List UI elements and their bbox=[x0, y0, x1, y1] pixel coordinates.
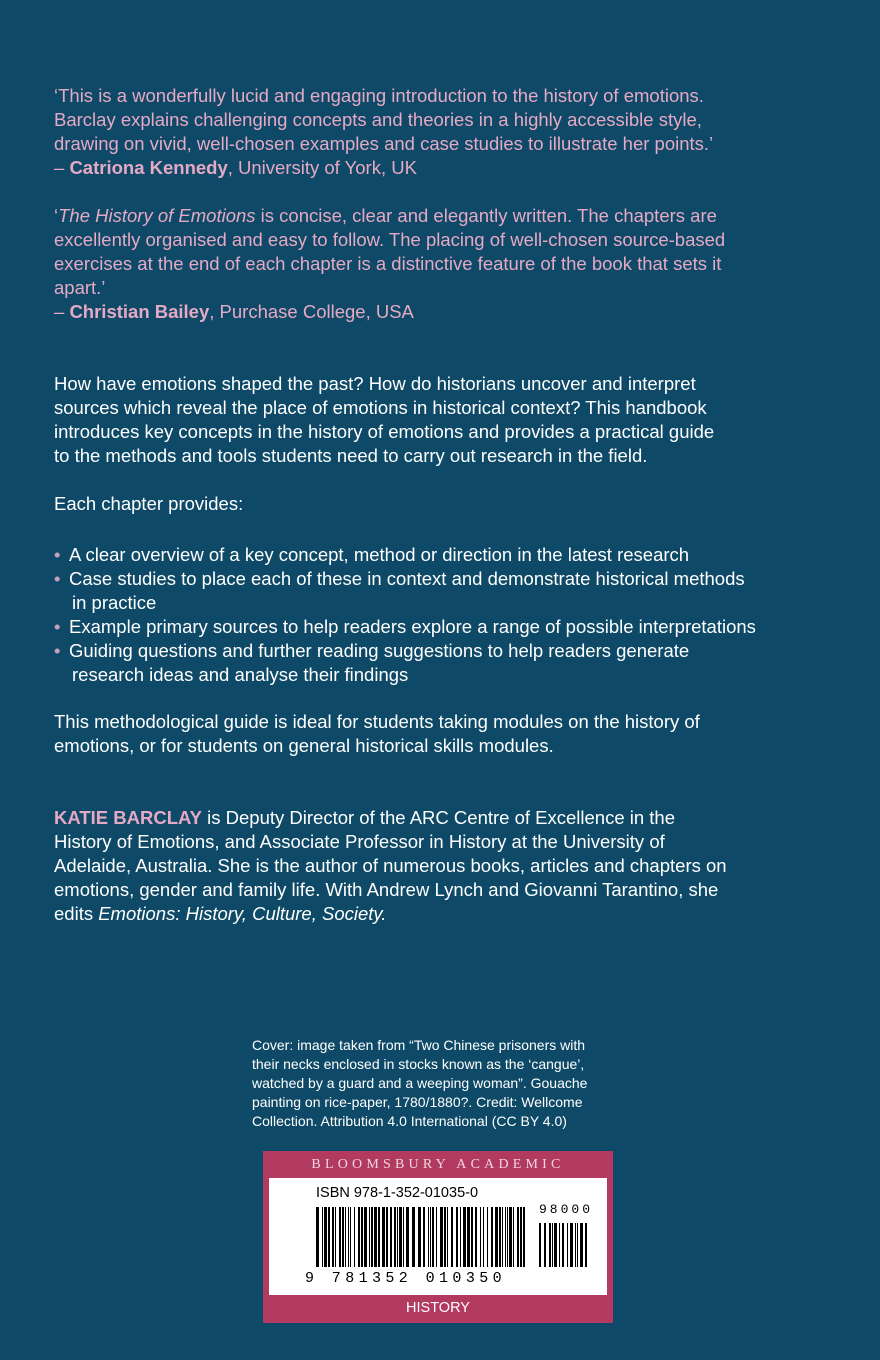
barcode-bar bbox=[423, 1207, 425, 1267]
quote-line: ‘This is a wonderfully lucid and engaging introduction to the history of emotions. bbox=[54, 85, 704, 106]
list-item bbox=[54, 615, 844, 639]
barcode-bar bbox=[345, 1207, 346, 1267]
feature-list bbox=[54, 543, 844, 687]
barcode-bar bbox=[480, 1207, 481, 1267]
publisher-imprint-panel bbox=[263, 1151, 613, 1323]
barcode-bar bbox=[499, 1207, 501, 1267]
bio-line: emotions, gender and family life. With Andrew Lynch and Giovanni Tarantino, she bbox=[54, 879, 719, 900]
quote-line: Barclay explains challenging concepts and theories in a highly accessible style, bbox=[54, 109, 702, 130]
bullet-text: Example primary sources to help readers explore a range of possible interpretations bbox=[69, 616, 756, 637]
bio-line: History of Emotions, and Associate Professor in History at the University of bbox=[54, 831, 665, 852]
barcode-bar bbox=[520, 1207, 522, 1267]
barcode-bar bbox=[354, 1207, 355, 1267]
barcode-bar bbox=[444, 1207, 446, 1267]
endorser-name: Christian Bailey bbox=[69, 301, 210, 322]
quote-line: excellently organised and easy to follow. The placing of well-chosen source-based bbox=[54, 229, 726, 250]
barcode-bar bbox=[585, 1223, 587, 1267]
barcode-bar bbox=[567, 1223, 568, 1267]
barcode-bar bbox=[559, 1223, 560, 1267]
addon-barcode-icon bbox=[539, 1223, 589, 1267]
barcode-bar bbox=[467, 1207, 470, 1267]
attribution-dash: – bbox=[54, 157, 70, 178]
bullet-text: Guiding questions and further reading suggestions to help readers generate bbox=[69, 640, 690, 661]
barcode-bar bbox=[440, 1207, 443, 1267]
barcode-bar bbox=[570, 1223, 573, 1267]
barcode-bar bbox=[487, 1207, 488, 1267]
barcode-bar bbox=[432, 1207, 434, 1267]
description-line: introduces key concepts in the history of emotions and provides a practical guide bbox=[54, 421, 715, 442]
barcode-bar bbox=[580, 1223, 583, 1267]
barcode-bar bbox=[374, 1207, 377, 1267]
barcode-bar bbox=[322, 1207, 323, 1267]
quote-attribution bbox=[54, 156, 834, 180]
barcode-bar bbox=[523, 1207, 525, 1267]
chapter-intro: Each chapter provides: bbox=[54, 493, 244, 514]
bullet-icon: • bbox=[54, 616, 61, 637]
barcode-bar bbox=[332, 1207, 334, 1267]
barcode-bar bbox=[339, 1207, 341, 1267]
barcode-bar bbox=[491, 1207, 493, 1267]
barcode-bar bbox=[430, 1207, 431, 1267]
barcode-bar bbox=[397, 1207, 398, 1267]
cover-credit bbox=[252, 1036, 612, 1131]
barcode-bar bbox=[456, 1207, 458, 1267]
audience-note bbox=[54, 710, 834, 758]
barcode-bar bbox=[509, 1207, 512, 1267]
bullet-text-continued: in practice bbox=[72, 592, 157, 613]
barcode-bar bbox=[348, 1207, 349, 1267]
author-name: KATIE BARCLAY bbox=[54, 807, 203, 828]
book-description bbox=[54, 372, 834, 468]
barcode-bar bbox=[335, 1207, 336, 1267]
barcode-bar bbox=[382, 1207, 385, 1267]
barcode-bar bbox=[418, 1207, 421, 1267]
list-item bbox=[54, 567, 844, 615]
barcode-bar bbox=[495, 1207, 498, 1267]
barcode-bar bbox=[502, 1207, 503, 1267]
bullet-icon: • bbox=[54, 640, 61, 661]
barcode-bar bbox=[552, 1223, 553, 1267]
barcode-bar bbox=[390, 1207, 392, 1267]
barcode-digits: 9 781352 010350 bbox=[305, 1270, 507, 1287]
barcode-bar bbox=[447, 1207, 448, 1267]
quote-attribution bbox=[54, 300, 834, 324]
audience-line: emotions, or for students on general historical skills modules. bbox=[54, 735, 554, 756]
barcode-bar bbox=[328, 1207, 330, 1267]
barcode-bar bbox=[562, 1223, 564, 1267]
open-quote: ‘ bbox=[54, 205, 59, 226]
endorsement-quote-1 bbox=[54, 84, 834, 180]
barcode-bar bbox=[483, 1207, 484, 1267]
barcode-bar bbox=[507, 1207, 508, 1267]
description-line: sources which reveal the place of emotions in historical context? This handbook bbox=[54, 397, 707, 418]
endorser-affiliation: , Purchase College, USA bbox=[209, 301, 414, 322]
credit-line: watched by a guard and a weeping woman”. Gouache bbox=[252, 1075, 588, 1091]
barcode-bar bbox=[451, 1207, 453, 1267]
quote-line bbox=[54, 204, 834, 228]
quote-line: drawing on vivid, well-chosen examples and case studies to illustrate her points.’ bbox=[54, 133, 714, 154]
barcode-bar bbox=[471, 1207, 473, 1267]
barcode-bar bbox=[544, 1223, 546, 1267]
bio-line bbox=[54, 806, 834, 830]
bio-line: Adelaide, Australia. She is the author of numerous books, articles and chapters on bbox=[54, 855, 727, 876]
barcode-bar bbox=[371, 1207, 373, 1267]
endorser-name: Catriona Kennedy bbox=[69, 157, 228, 178]
barcode-bar bbox=[358, 1207, 360, 1267]
credit-line: Cover: image taken from “Two Chinese prisoners with bbox=[252, 1037, 586, 1053]
series-title: Emotions: History, Culture, Society. bbox=[98, 903, 387, 924]
list-item bbox=[54, 543, 844, 567]
description-line: How have emotions shaped the past? How do historians uncover and interpret bbox=[54, 373, 696, 394]
barcode-bar bbox=[369, 1207, 370, 1267]
barcode-bar bbox=[361, 1207, 363, 1267]
barcode-bar bbox=[549, 1223, 551, 1267]
barcode-bar bbox=[436, 1207, 437, 1267]
barcode-bar bbox=[554, 1223, 557, 1267]
barcode-bar bbox=[378, 1207, 380, 1267]
author-bio bbox=[54, 806, 834, 926]
barcode-bar bbox=[575, 1223, 576, 1267]
bio-text: is Deputy Director of the ARC Centre of Excellence in the bbox=[202, 807, 676, 828]
barcode-bar bbox=[399, 1207, 402, 1267]
bullet-text-continued: research ideas and analyse their findings bbox=[72, 664, 409, 685]
barcode-bar bbox=[412, 1207, 415, 1267]
bullet-text: A clear overview of a key concept, method or direction in the latest research bbox=[69, 544, 690, 565]
list-item bbox=[54, 639, 844, 687]
bio-line bbox=[54, 902, 834, 926]
barcode-bar bbox=[539, 1223, 541, 1267]
barcode-bar bbox=[350, 1207, 351, 1267]
barcode-bar bbox=[513, 1207, 514, 1267]
barcode-icon bbox=[316, 1207, 528, 1267]
attribution-dash: – bbox=[54, 301, 70, 322]
quote-line: exercises at the end of each chapter is a distinctive feature of the book that sets it bbox=[54, 253, 722, 274]
barcode-bar bbox=[342, 1207, 344, 1267]
barcode-bar bbox=[394, 1207, 396, 1267]
barcode-bar bbox=[475, 1207, 477, 1267]
credit-line: Collection. Attribution 4.0 International (CC BY 4.0) bbox=[252, 1113, 567, 1129]
isbn-label: ISBN 978-1-352-01035-0 bbox=[316, 1185, 479, 1201]
barcode-box bbox=[269, 1178, 607, 1295]
endorsement-quote-2 bbox=[54, 204, 834, 324]
bio-text: edits bbox=[54, 903, 99, 924]
barcode-bar bbox=[386, 1207, 388, 1267]
barcode-bar bbox=[316, 1207, 319, 1267]
description-line: to the methods and tools students need to carry out research in the field. bbox=[54, 445, 648, 466]
addon-digits: 98000 bbox=[539, 1202, 594, 1217]
barcode-bar bbox=[428, 1207, 429, 1267]
barcode-bar bbox=[505, 1207, 506, 1267]
publisher-name: BLOOMSBURY ACADEMIC bbox=[311, 1157, 565, 1172]
barcode-bar bbox=[463, 1207, 466, 1267]
bullet-icon: • bbox=[54, 544, 61, 565]
quote-text: is concise, clear and elegantly written. The chapters are bbox=[255, 205, 717, 226]
barcode-bar bbox=[406, 1207, 409, 1267]
barcode-bar bbox=[517, 1207, 519, 1267]
bullet-icon: • bbox=[54, 568, 61, 589]
barcode-bar bbox=[324, 1207, 327, 1267]
credit-line: painting on rice-paper, 1780/1880?. Credit: Wellcome bbox=[252, 1094, 583, 1110]
subject-category: HISTORY bbox=[406, 1300, 470, 1316]
audience-line: This methodological guide is ideal for students taking modules on the history of bbox=[54, 711, 700, 732]
barcode-bar bbox=[403, 1207, 404, 1267]
barcode-bar bbox=[577, 1223, 578, 1267]
endorser-affiliation: , University of York, UK bbox=[227, 157, 417, 178]
quote-line: apart.’ bbox=[54, 277, 106, 298]
barcode-bar bbox=[460, 1207, 461, 1267]
barcode-bar bbox=[364, 1207, 367, 1267]
book-title: The History of Emotions bbox=[58, 205, 256, 226]
bullet-text: Case studies to place each of these in context and demonstrate historical methods bbox=[69, 568, 745, 589]
credit-line: their necks enclosed in stocks known as the ‘cangue’, bbox=[252, 1056, 585, 1072]
